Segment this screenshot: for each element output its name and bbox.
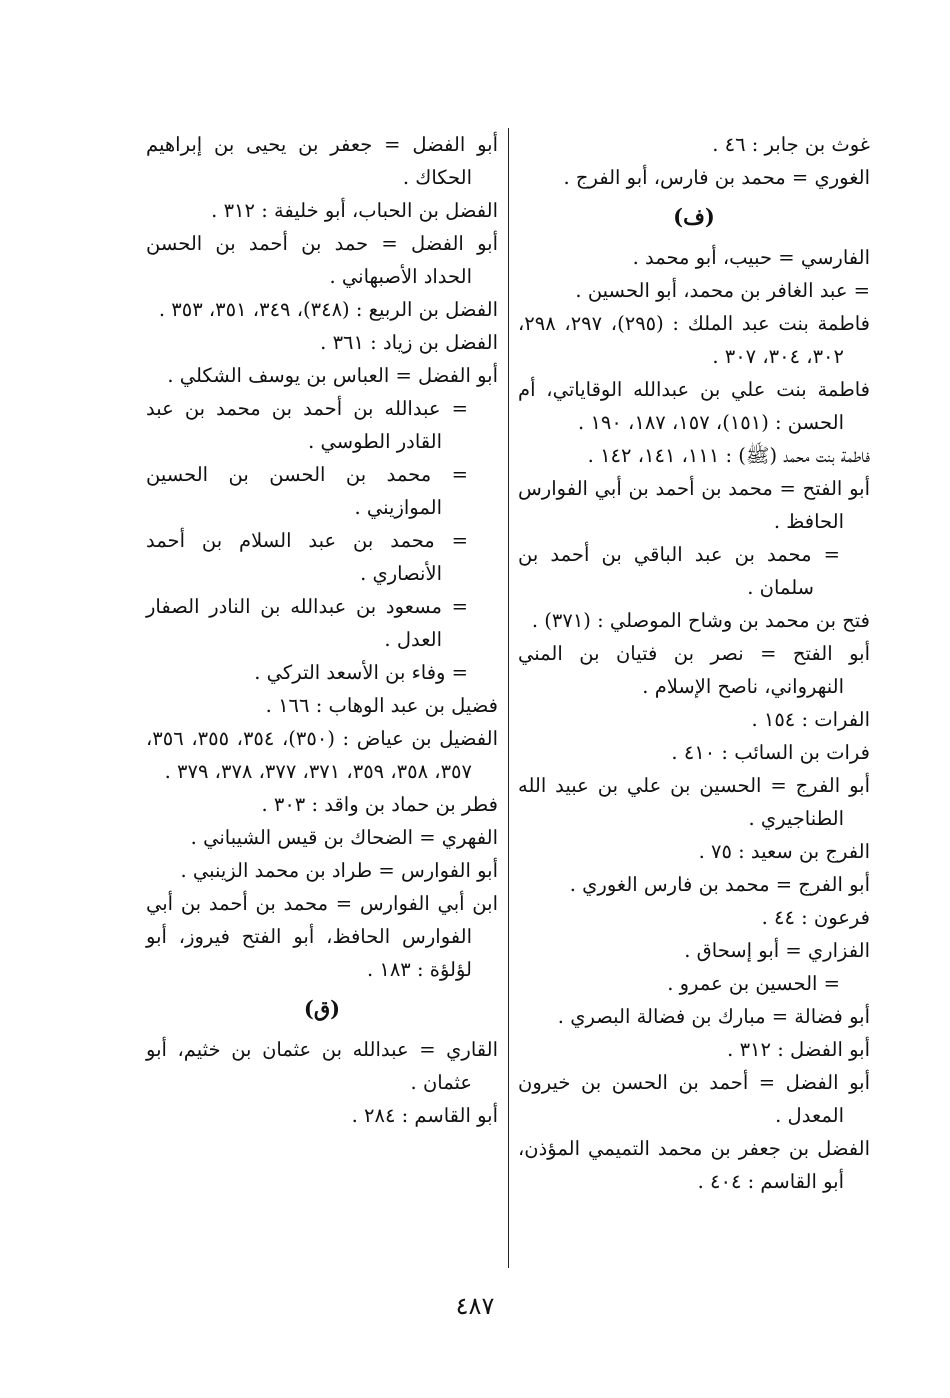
index-entry: الفرج بن سعيد : ٧٥ . (698, 840, 870, 863)
page-number: ٤٨٧ (455, 1292, 495, 1320)
left-column (146, 128, 498, 1132)
index-entry: فاطمة بنت عبد الملك : (٢٩٥)، ٢٩٧، ٢٩٨، ٣٠٢، ٣٠٤، ٣٠٧ . (518, 312, 870, 368)
index-entry: الفضل بن جعفر بن محمد التميمي المؤذن، أبو القاسم : ٤٠٤ . (518, 1137, 870, 1193)
index-subentry: = عبدالله بن أحمد بن محمد بن عبد القادر الطوسي . (146, 397, 468, 453)
index-entry: الفهري = الضحاك بن قيس الشيباني . (190, 826, 498, 849)
index-entry: فاطمة بنت محمد (ﷺ) : ١١١، ١٤١، ١٤٢ . (587, 444, 870, 467)
index-entry: = عبد الغافر بن محمد، أبو الحسين . (575, 279, 870, 302)
index-entry: أبو الفتح = محمد بن أحمد بن أبي الفوارس الحافظ . (518, 477, 870, 533)
index-entry: الفضيل بن عياض : (٣٥٠)، ٣٥٤، ٣٥٥، ٣٥٦، ٣٥٧، ٣٥٨، ٣٥٩، ٣٧١، ٣٧٧، ٣٧٨، ٣٧٩ . (146, 727, 498, 783)
index-subentry: = الحسين بن عمرو . (667, 972, 840, 995)
index-entry: أبو الفرج = محمد بن فارس الغوري . (569, 873, 870, 896)
index-entry: فرات بن السائب : ٤١٠ . (671, 741, 870, 764)
index-entry: الغوري = محمد بن فارس، أبو الفرج . (563, 166, 870, 189)
index-entry: غوث بن جابر : ٤٦ . (712, 133, 870, 156)
index-entry: فرعون : ٤٤ . (761, 906, 870, 929)
index-entry: الفضل بن الربيع : (٣٤٨)، ٣٤٩، ٣٥١، ٣٥٣ . (158, 298, 498, 321)
index-subentry: = محمد بن عبد السلام بن أحمد الأنصاري . (146, 529, 468, 585)
index-entry: الفضل بن زياد : ٣٦١ . (320, 331, 498, 354)
index-entry: فضيل بن عبد الوهاب : ١٦٦ . (265, 694, 498, 717)
letter-heading: (ق) (303, 996, 341, 1021)
index-entry: الفارسي = حبيب، أبو محمد . (632, 246, 870, 269)
index-entry: القاري = عبدالله بن عثمان بن خثيم، أبو عثمان . (146, 1038, 498, 1094)
index-entry: فطر بن حماد بن واقد : ٣٠٣ . (261, 793, 498, 816)
index-entry: الفضل بن الحباب، أبو خليفة : ٣١٢ . (211, 199, 498, 222)
index-subentry: = محمد بن عبد الباقي بن أحمد بن سلمان . (518, 543, 840, 599)
index-entry: الفرات : ١٥٤ . (751, 708, 870, 731)
index-entry: أبو الفضل = أحمد بن الحسن بن خيرون المعدل . (518, 1071, 870, 1127)
index-entry: أبو الفضل : ٣١٢ . (727, 1038, 870, 1061)
index-subentry: = وفاء بن الأسعد التركي . (254, 661, 468, 684)
index-entry: أبو فضالة = مبارك بن فضالة البصري . (557, 1005, 870, 1028)
index-entry: أبو الفضل = جعفر بن يحيى بن إبراهيم الحكاك . (146, 133, 498, 189)
index-entry: أبو الفوارس = طراد بن محمد الزينبي . (180, 859, 498, 882)
index-entry: أبو الفرج = الحسين بن علي بن عبيد الله الطناجيري . (518, 774, 870, 830)
letter-heading: (ف) (673, 204, 715, 229)
index-entry: الفزاري = أبو إسحاق . (684, 939, 870, 962)
column-divider (508, 128, 509, 1268)
index-entry: ابن أبي الفوارس = محمد بن أحمد بن أبي الفوارس الحافظ، أبو الفتح فيروز، أبو لؤلؤة : ١٨٣ . (146, 892, 498, 981)
right-column (518, 128, 870, 1198)
index-entry: فتح بن محمد بن وشاح الموصلي : (٣٧١) . (531, 609, 870, 632)
index-entry: أبو الفضل = حمد بن أحمد بن الحسن الحداد الأصبهاني . (146, 232, 498, 288)
index-entry: أبو الفضل = العباس بن يوسف الشكلي . (167, 364, 498, 387)
index-subentry: = محمد بن الحسن بن الحسين الموازيني . (146, 463, 468, 519)
index-entry: فاطمة بنت علي بن عبدالله الوقاياتي، أم الحسن : (١٥١)، ١٥٧، ١٨٧، ١٩٠ . (518, 378, 870, 434)
index-entry: أبو القاسم : ٢٨٤ . (351, 1104, 498, 1127)
index-subentry: = مسعود بن عبدالله بن النادر الصفار العدل . (146, 595, 468, 651)
index-entry: أبو الفتح = نصر بن فتيان بن المني النهرواني، ناصح الإسلام . (518, 642, 870, 698)
